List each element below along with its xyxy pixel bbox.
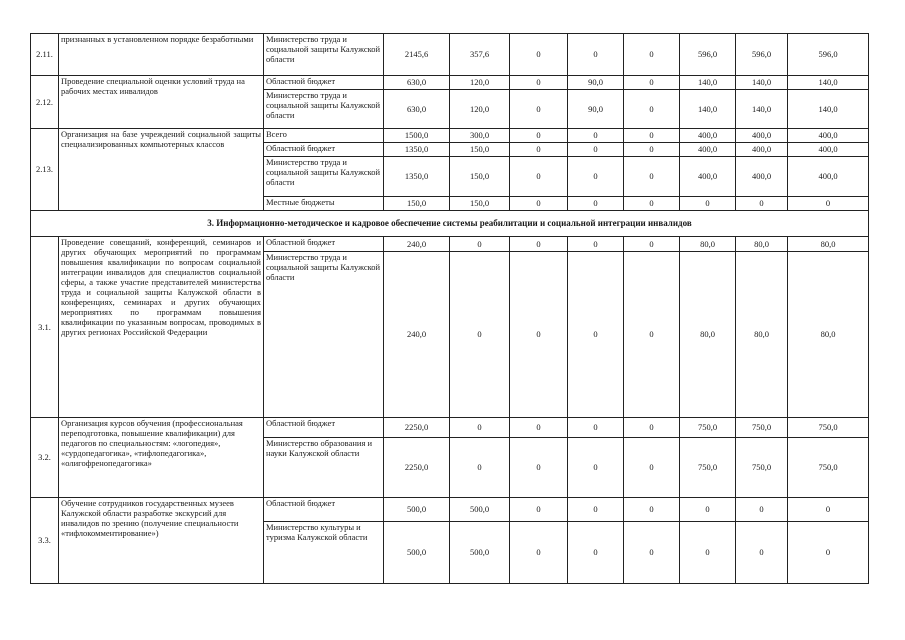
value-cell: 80,0 (680, 237, 736, 252)
value-cell: 0 (624, 129, 680, 143)
measure-name: признанных в установленном порядке безработными (59, 34, 264, 76)
value-cell: 1350,0 (384, 157, 450, 197)
value-cell: 357,6 (450, 34, 510, 76)
program-funding-table (30, 33, 869, 584)
value-cell: 500,0 (450, 498, 510, 522)
value-cell: 400,0 (680, 157, 736, 197)
value-cell: 140,0 (788, 90, 869, 129)
funding-source: Областной бюджет (264, 76, 384, 90)
value-cell: 400,0 (788, 129, 869, 143)
value-cell: 0 (736, 197, 788, 211)
value-cell: 2145,6 (384, 34, 450, 76)
row-number: 3.1. (31, 237, 59, 418)
value-cell: 120,0 (450, 76, 510, 90)
value-cell: 750,0 (788, 418, 869, 438)
value-cell: 0 (624, 143, 680, 157)
value-cell: 750,0 (680, 418, 736, 438)
value-cell: 80,0 (680, 252, 736, 418)
value-cell: 400,0 (680, 143, 736, 157)
funding-source: Министерство труда и социальной защиты Калужской области (264, 252, 384, 418)
value-cell: 400,0 (788, 143, 869, 157)
value-cell: 1500,0 (384, 129, 450, 143)
funding-source: Всего (264, 129, 384, 143)
row-number: 2.11. (31, 34, 59, 76)
table-row (31, 237, 869, 252)
measure-name: Проведение совещаний, конференций, семинаров и других обучающих мероприятий по программам повышения квалификации по вопросам социальной интеграции инвалидов для специалистов социальной сферы, а также участие представителей министерства труда и социальной защиты Калужской области в конференциях, семинарах и других обучающих мероприятиях по программам повышения квалификации по указанным вопросам, проводимых в других регионах Российской Федерации (59, 237, 264, 418)
value-cell: 80,0 (736, 252, 788, 418)
funding-source: Министерство труда и социальной защиты Калужской области (264, 34, 384, 76)
funding-source: Министерство образования и науки Калужской области (264, 438, 384, 498)
table-row (31, 418, 869, 438)
value-cell: 90,0 (568, 90, 624, 129)
funding-source: Областной бюджет (264, 237, 384, 252)
value-cell: 2250,0 (384, 438, 450, 498)
value-cell: 0 (624, 76, 680, 90)
value-cell: 0 (510, 252, 568, 418)
value-cell: 0 (568, 418, 624, 438)
value-cell: 90,0 (568, 76, 624, 90)
value-cell: 140,0 (736, 76, 788, 90)
funding-source: Местные бюджеты (264, 197, 384, 211)
value-cell: 0 (568, 143, 624, 157)
value-cell: 0 (510, 143, 568, 157)
measure-name: Обучение сотрудников государственных музеев Калужской области разработке экскурсий для инвалидов по зрению (получение специальности «тифлокомментирование») (59, 498, 264, 584)
value-cell: 0 (624, 237, 680, 252)
row-number: 3.2. (31, 418, 59, 498)
value-cell: 400,0 (736, 157, 788, 197)
table-row (31, 34, 869, 76)
value-cell: 0 (510, 34, 568, 76)
value-cell: 80,0 (788, 252, 869, 418)
value-cell: 0 (788, 197, 869, 211)
value-cell: 0 (624, 522, 680, 584)
value-cell: 0 (788, 522, 869, 584)
value-cell: 0 (624, 498, 680, 522)
value-cell: 0 (450, 418, 510, 438)
value-cell: 0 (510, 237, 568, 252)
table-row (31, 129, 869, 143)
value-cell: 0 (510, 522, 568, 584)
value-cell: 0 (568, 498, 624, 522)
value-cell: 596,0 (788, 34, 869, 76)
value-cell: 150,0 (384, 197, 450, 211)
value-cell: 150,0 (450, 197, 510, 211)
value-cell: 140,0 (788, 76, 869, 90)
value-cell: 0 (510, 438, 568, 498)
value-cell: 0 (568, 522, 624, 584)
value-cell: 596,0 (680, 34, 736, 76)
value-cell: 0 (680, 197, 736, 211)
value-cell: 0 (510, 129, 568, 143)
value-cell: 0 (624, 157, 680, 197)
row-number: 3.3. (31, 498, 59, 584)
value-cell: 500,0 (384, 522, 450, 584)
funding-source: Областной бюджет (264, 143, 384, 157)
value-cell: 0 (510, 197, 568, 211)
value-cell: 750,0 (736, 438, 788, 498)
row-number: 2.13. (31, 129, 59, 211)
value-cell: 0 (568, 237, 624, 252)
value-cell: 0 (736, 522, 788, 584)
funding-source: Министерство культуры и туризма Калужской области (264, 522, 384, 584)
value-cell: 0 (680, 498, 736, 522)
value-cell: 0 (450, 438, 510, 498)
value-cell: 500,0 (384, 498, 450, 522)
value-cell: 0 (624, 418, 680, 438)
value-cell: 150,0 (450, 143, 510, 157)
value-cell: 0 (510, 498, 568, 522)
section-heading-row (31, 211, 869, 237)
value-cell: 0 (510, 90, 568, 129)
value-cell: 0 (568, 252, 624, 418)
measure-name: Организация курсов обучения (профессиональная переподготовка, повышение квалификации) для педагогов по специальностям: «логопедия», «сурдопедагогика», «тифлопедагогика», «олигофренопедагогика» (59, 418, 264, 498)
value-cell: 0 (624, 252, 680, 418)
value-cell: 80,0 (788, 237, 869, 252)
value-cell: 400,0 (736, 129, 788, 143)
funding-source: Областной бюджет (264, 418, 384, 438)
value-cell: 80,0 (736, 237, 788, 252)
value-cell: 0 (568, 129, 624, 143)
table-row (31, 76, 869, 90)
value-cell: 750,0 (736, 418, 788, 438)
value-cell: 140,0 (680, 90, 736, 129)
value-cell: 0 (568, 438, 624, 498)
value-cell: 400,0 (680, 129, 736, 143)
value-cell: 630,0 (384, 76, 450, 90)
value-cell: 240,0 (384, 237, 450, 252)
value-cell: 140,0 (680, 76, 736, 90)
value-cell: 1350,0 (384, 143, 450, 157)
value-cell: 0 (788, 498, 869, 522)
value-cell: 0 (680, 522, 736, 584)
funding-source: Областной бюджет (264, 498, 384, 522)
value-cell: 0 (568, 34, 624, 76)
value-cell: 0 (568, 157, 624, 197)
value-cell: 300,0 (450, 129, 510, 143)
measure-name: Организация на базе учреждений социальной защиты специализированных компьютерных классов (59, 129, 264, 211)
table-row (31, 498, 869, 522)
value-cell: 0 (624, 90, 680, 129)
row-number: 2.12. (31, 76, 59, 129)
value-cell: 0 (450, 252, 510, 418)
value-cell: 0 (568, 197, 624, 211)
value-cell: 2250,0 (384, 418, 450, 438)
value-cell: 750,0 (680, 438, 736, 498)
value-cell: 500,0 (450, 522, 510, 584)
value-cell: 0 (510, 76, 568, 90)
value-cell: 400,0 (736, 143, 788, 157)
value-cell: 240,0 (384, 252, 450, 418)
value-cell: 0 (736, 498, 788, 522)
value-cell: 140,0 (736, 90, 788, 129)
value-cell: 0 (624, 34, 680, 76)
funding-source: Министерство труда и социальной защиты Калужской области (264, 90, 384, 129)
value-cell: 120,0 (450, 90, 510, 129)
value-cell: 0 (624, 197, 680, 211)
section-heading: 3. Информационно-методическое и кадровое обеспечение системы реабилитации и социальной интеграции инвалидов (31, 211, 869, 237)
value-cell: 0 (450, 237, 510, 252)
value-cell: 400,0 (788, 157, 869, 197)
value-cell: 0 (510, 157, 568, 197)
value-cell: 0 (510, 418, 568, 438)
funding-source: Министерство труда и социальной защиты Калужской области (264, 157, 384, 197)
value-cell: 630,0 (384, 90, 450, 129)
value-cell: 750,0 (788, 438, 869, 498)
value-cell: 596,0 (736, 34, 788, 76)
measure-name: Проведение специальной оценки условий труда на рабочих местах инвалидов (59, 76, 264, 129)
value-cell: 150,0 (450, 157, 510, 197)
value-cell: 0 (624, 438, 680, 498)
